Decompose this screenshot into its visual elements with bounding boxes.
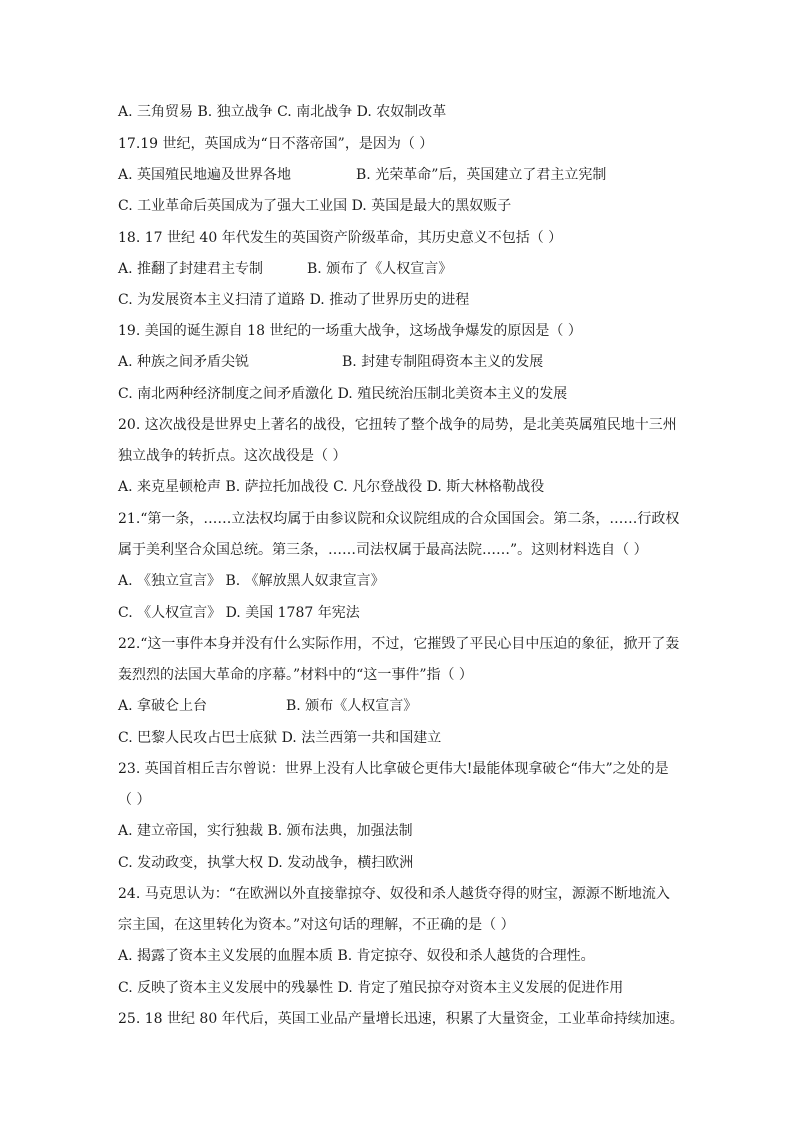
text-segment: （ ） bbox=[118, 792, 151, 808]
text-segment: 19. 美国的诞生源自 18 世纪的一场重大战争，这场战争爆发的原因是（ ） bbox=[118, 323, 582, 339]
text-segment: A. 推翻了封建君主专制 bbox=[118, 261, 264, 277]
text-segment: 20. 这次战役是世界史上著名的战役，它扭转了整个战争的局势，是北美英属殖民地十三州 bbox=[118, 417, 677, 433]
text-segment: C. 《人权宣言》 D. 美国 1787 年宪法 bbox=[118, 605, 360, 621]
text-segment: A. 三角贸易 B. 独立战争 C. 南北战争 D. 农奴制改革 bbox=[118, 104, 447, 120]
text-segment: A. 种族之间矛盾尖锐 bbox=[118, 354, 250, 370]
text-segment: 23. 英国首相丘吉尔曾说：世界上没有人比拿破仑更伟大!最能体现拿破仑“伟大”之处的是 bbox=[118, 761, 669, 777]
text-segment: B. 颁布了《人权宣言》 bbox=[307, 261, 453, 277]
text-segment: 22.“这一事件本身并没有什么实际作用，不过，它摧毁了平民心目中压迫的象征，掀开了轰 bbox=[118, 636, 680, 652]
text-segment: B. 颁布《人权宣言》 bbox=[286, 698, 418, 714]
text-segment: 17.19 世纪，英国成为“日不落帝国”，是因为（ ） bbox=[118, 136, 434, 152]
text-segment: 18. 17 世纪 40 年代发生的英国资产阶级革命，其历史意义不包括（ ） bbox=[118, 230, 563, 246]
text-segment: 宗主国，在这里转化为资本。”对这句话的理解，不正确的是（ ） bbox=[118, 917, 515, 933]
text-segment: B. 光荣革命”后，英国建立了君主立宪制 bbox=[356, 167, 607, 183]
text-segment: C. 反映了资本主义发展中的残暴性 D. 肯定了殖民掠夺对资本主义发展的促进作用 bbox=[118, 980, 624, 996]
text-segment: C. 为发展资本主义扫清了道路 D. 推动了世界历史的进程 bbox=[118, 292, 470, 308]
text-segment: 21.“第一条，……立法权均属于由参议院和众议院组成的合众国国会。第二条，……行政权 bbox=[118, 511, 680, 527]
text-segment: B. 封建专制阻碍资本主义的发展 bbox=[342, 354, 544, 370]
text-segment: A. 英国殖民地遍及世界各地 bbox=[118, 167, 292, 183]
text-segment: 属于美利坚合众国总统。第三条，……司法权属于最高法院……”。这则材料选自（ ） bbox=[118, 542, 648, 558]
text-segment: A. 揭露了资本主义发展的血腥本质 B. 肯定掠夺、奴役和杀人越货的合理性。 bbox=[118, 948, 595, 964]
text-segment: 独立战争的转折点。这次战役是（ ） bbox=[118, 448, 347, 464]
text-segment: A. 拿破仑上台 bbox=[118, 698, 208, 714]
text-segment: 轰烈烈的法国大革命的序幕。”材料中的“这一事件”指（ ） bbox=[118, 667, 473, 683]
text-segment: A. 来克星顿枪声 B. 萨拉托加战役 C. 凡尔登战役 D. 斯大林格勒战役 bbox=[118, 479, 545, 495]
text-segment: C. 发动政变，执掌大权 D. 发动战争，横扫欧洲 bbox=[118, 855, 414, 871]
text-segment: C. 工业革命后英国成为了强大工业国 D. 英国是最大的黑奴贩子 bbox=[118, 198, 512, 214]
text-segment: A. 建立帝国，实行独裁 B. 颁布法典，加强法制 bbox=[118, 823, 413, 839]
text-segment: 25. 18 世纪 80 年代后，英国工业品产量增长迅速，积累了大量资金，工业革命持续加速。 bbox=[118, 1011, 684, 1027]
text-segment: 24. 马克思认为：“在欧洲以外直接靠掠夺、奴役和杀人越货夺得的财宝，源源不断地流入 bbox=[118, 886, 670, 902]
text-segment: C. 南北两种经济制度之间矛盾激化 D. 殖民统治压制北美资本主义的发展 bbox=[118, 386, 568, 402]
text-segment: A. 《独立宣言》 B. 《解放黑人奴隶宣言》 bbox=[118, 573, 385, 589]
text-segment: C. 巴黎人民攻占巴士底狱 D. 法兰西第一共和国建立 bbox=[118, 730, 442, 746]
